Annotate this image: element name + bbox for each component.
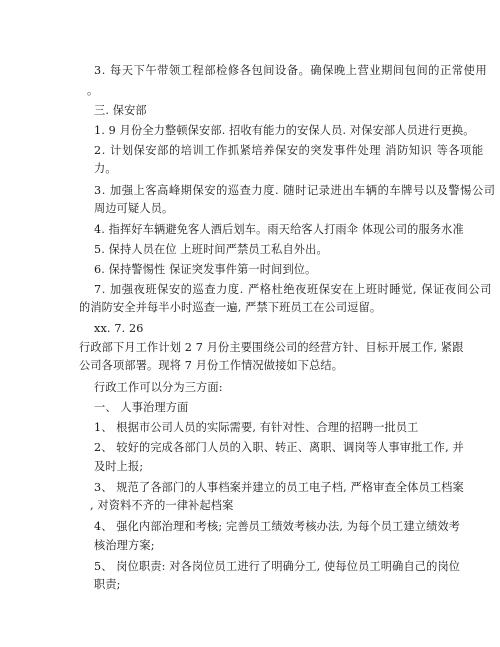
- text-line-25: 核治理方案;: [94, 539, 155, 552]
- text-line-7: 3. 加强上客高峰期保安的巡查力度. 随时记录进出车辆的车牌号以及警惕公司: [94, 184, 496, 197]
- text-line-20: 2、 较好的完成各部门人员的入职、转正、离职、调岗等人事审批工作, 并: [94, 441, 464, 454]
- text-line-9: 4. 指挥好车辆避免客人酒后划车。雨天给客人打雨伞 体现公司的服务水准: [94, 223, 464, 236]
- text-line-27: 职责;: [94, 578, 121, 591]
- text-line-21: 及时上报;: [94, 460, 144, 473]
- text-line-8: 周边可疑人员。: [94, 202, 174, 215]
- text-line-5: 2. 计划保安部的培训工作抓紧培养保安的突发事件处理 消防知识 等各项能: [94, 144, 484, 157]
- text-line-19: 1、 根据市公司人员的实际需要, 有针对性、合理的招聘一批员工: [94, 421, 419, 434]
- text-line-2: 。: [87, 84, 99, 97]
- text-line-6: 力。: [94, 162, 117, 175]
- text-line-13: 的消防安全并每半小时巡查一遍, 严禁下班员工在公司逗留。: [79, 301, 382, 314]
- text-line-16: 公司各项部署。现将 7 月份工作情况做接如下总结。: [79, 359, 344, 372]
- text-line-10: 5. 保持人员在位 上班时间严禁员工私自外出。: [94, 243, 328, 256]
- text-line-26: 5、 岗位职责: 对各岗位员工进行了明确分工, 使每位员工明确自己的岗位: [94, 560, 461, 573]
- text-line-17: 行政工作可以分为三方面:: [94, 381, 223, 394]
- section-heading-hr: 一、 人事治理方面: [94, 401, 189, 414]
- text-line-23: , 对资料不齐的一律补起档案: [90, 499, 234, 512]
- text-line-22: 3、 规范了各部门的人事档案并建立的员工电子档, 严格审查全体员工档案: [94, 481, 464, 494]
- text-line-24: 4、 强化内部治理和考核; 完善员工绩效考核办法, 为每个员工建立绩效考: [94, 520, 461, 533]
- section-heading-security: 三. 保安部: [94, 104, 147, 117]
- date-line: xx. 7. 26: [94, 322, 144, 335]
- plan-title-line: 行政部下月工作计划 2 7 月份主要围绕公司的经营方针、目标开展工作, 紧跟: [79, 341, 464, 354]
- text-line-1: 3. 每天下午带领工程部检修各包间设备。确保晚上营业期间包间的正常使用: [94, 64, 488, 77]
- text-line-4: 1. 9 月份全力整顿保安部. 招收有能力的安保人员. 对保安部人员进行更换。: [94, 124, 475, 137]
- text-line-12: 7. 加强夜班保安的巡查力度. 严格杜绝夜班保安在上班时睡觉, 保证夜间公司: [94, 283, 493, 296]
- text-line-11: 6. 保持警惕性 保证突发事件第一时间到位。: [94, 263, 317, 276]
